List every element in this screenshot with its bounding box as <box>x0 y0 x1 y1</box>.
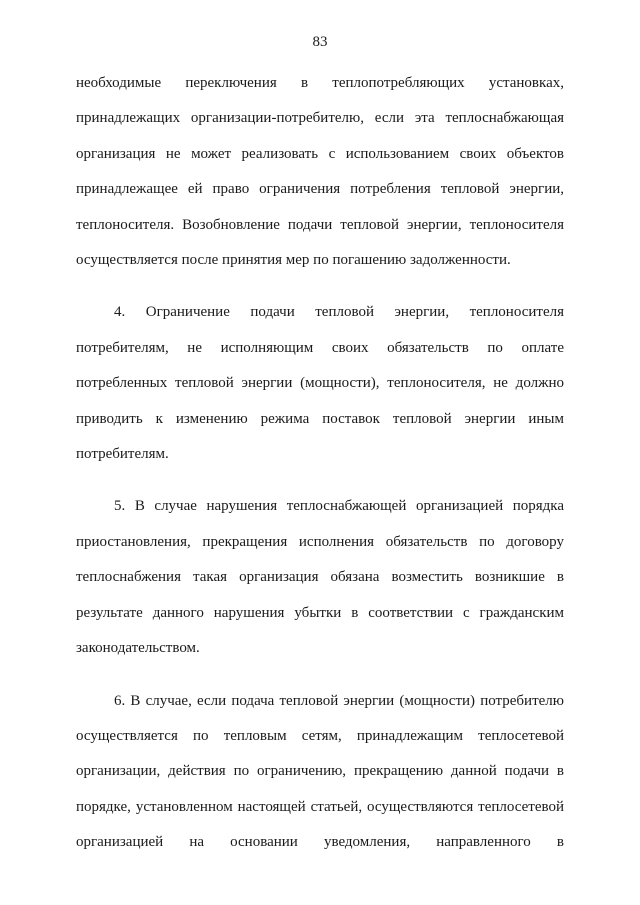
text-line: осуществляется после принятия мер по погашению задолженности. <box>76 252 511 269</box>
text-line: результате данного нарушения убытки в соответствии с гражданским <box>76 604 564 621</box>
page-number: 83 <box>312 34 328 50</box>
paragraph-item-5 <box>76 489 564 666</box>
paragraph-continuation <box>76 66 564 278</box>
text-line: принадлежащих организации-потребителю, если эта теплоснабжающая <box>76 110 564 127</box>
text-line: потребителям. <box>76 446 169 463</box>
text-line: организации, действия по ограничению, прекращению данной подачи в <box>76 763 564 780</box>
text-line: 5. В случае нарушения теплоснабжающей организацией порядка <box>114 498 564 515</box>
text-line: порядке, установленном настоящей статьей, осуществляются теплосетевой <box>76 798 564 815</box>
paragraph-item-6 <box>76 684 564 861</box>
text-line: потребителям, не исполняющим своих обязательств по оплате <box>76 339 564 356</box>
text-line: приводить к изменению режима поставок тепловой энергии иным <box>76 410 564 427</box>
text-line: 6. В случае, если подача тепловой энергии (мощности) потребителю <box>114 692 564 709</box>
text-line: потребленных тепловой энергии (мощности), теплоносителя, не должно <box>76 375 564 392</box>
text-line: законодательством. <box>76 640 200 657</box>
body-text <box>76 66 564 861</box>
text-line: осуществляется по тепловым сетям, принадлежащим теплосетевой <box>76 727 564 744</box>
text-line: 4. Ограничение подачи тепловой энергии, теплоносителя <box>114 304 564 321</box>
text-line: необходимые переключения в теплопотребляющих установках, <box>76 75 564 91</box>
text-line: теплоносителя. Возобновление подачи тепловой энергии, теплоносителя <box>76 216 564 233</box>
paragraph-item-4 <box>76 295 564 472</box>
text-line: организация не может реализовать с использованием своих объектов <box>76 145 564 162</box>
text-line: приостановления, прекращения исполнения обязательств по договору <box>76 533 564 550</box>
text-line: принадлежащее ей право ограничения потребления тепловой энергии, <box>76 181 564 198</box>
text-line: организацией на основании уведомления, направленного в <box>76 834 564 851</box>
text-line: теплоснабжения такая организация обязана возместить возникшие в <box>76 569 564 586</box>
